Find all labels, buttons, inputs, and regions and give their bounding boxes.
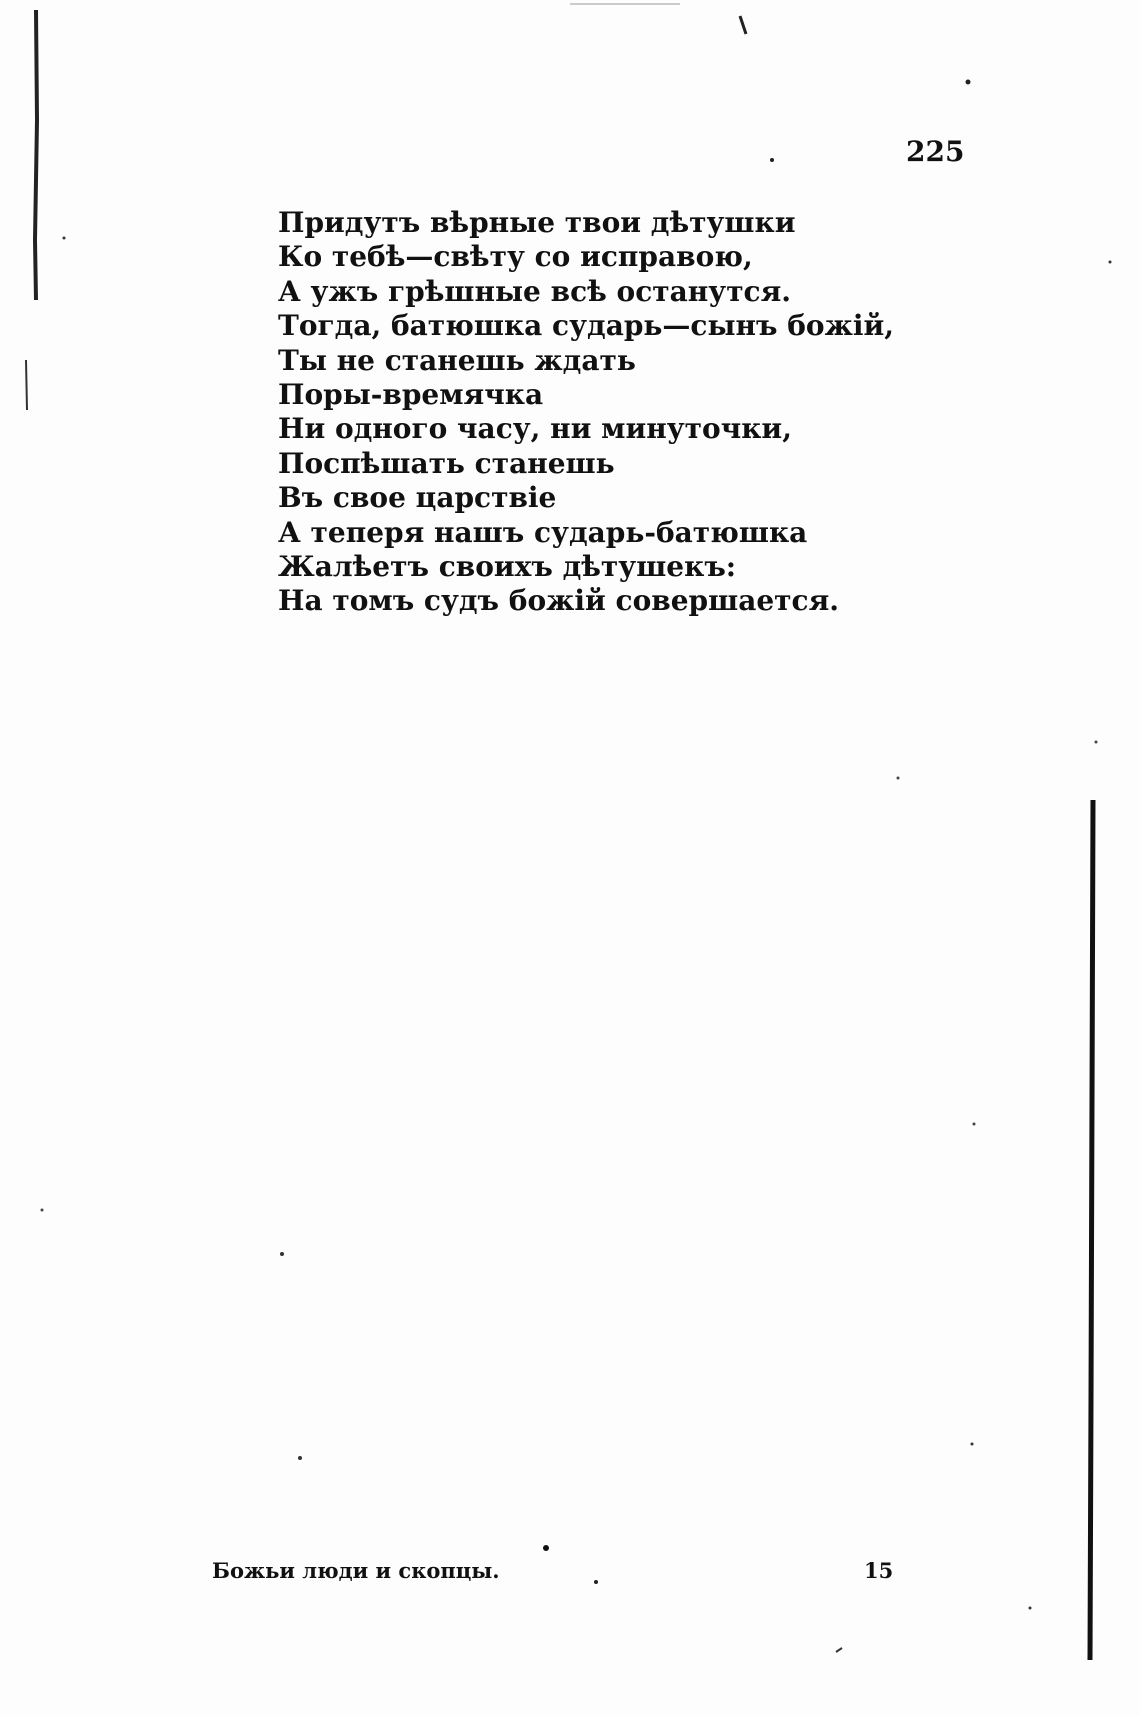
- left-binding-edge: [35, 10, 37, 300]
- poem-line: Ко тебѣ—свѣту со исправою,: [278, 240, 753, 274]
- speck: [971, 1443, 974, 1446]
- left-edge-mark: [26, 360, 27, 410]
- footer-sheet-number: 15: [864, 1558, 894, 1583]
- speck: [1109, 261, 1112, 264]
- speck: [973, 1123, 976, 1126]
- speck: [298, 1456, 302, 1460]
- poem-line: Придутъ вѣрные твои дѣтушки: [278, 206, 796, 239]
- poem-line: Ни одного часу, ни минуточки,: [278, 412, 792, 446]
- poem-line: Поры-времячка: [278, 378, 544, 412]
- top-speck-line: [740, 16, 746, 34]
- speck: [280, 1252, 284, 1256]
- poem-line: Тогда, батюшка сударь—сынъ божій,: [278, 309, 895, 343]
- right-binding-edge: [1090, 800, 1093, 1660]
- speck: [1029, 1607, 1032, 1610]
- speck: [63, 237, 66, 240]
- speck: [770, 158, 774, 162]
- poem-line: Въ свое царствіе: [278, 481, 557, 515]
- speck: [966, 80, 971, 85]
- poem-line: Ты не станешь ждать: [278, 343, 636, 377]
- poem-block: [278, 206, 918, 619]
- poem-line: Поспѣшать станешь: [278, 446, 615, 480]
- speck: [594, 1580, 598, 1584]
- speck: [543, 1545, 549, 1551]
- poem-line: На томъ судъ божій совершается.: [278, 584, 840, 618]
- page-number: 225: [906, 135, 965, 168]
- speck: [1095, 741, 1098, 744]
- footer-signature: Божьи люди и скопцы.: [212, 1558, 500, 1583]
- speck: [897, 777, 900, 780]
- speck: [41, 1209, 44, 1212]
- speck: [836, 1648, 842, 1652]
- poem-line: А теперя нашъ сударь-батюшка: [278, 515, 808, 549]
- poem-line: А ужъ грѣшные всѣ останутся.: [278, 274, 792, 308]
- poem-line: Жалѣетъ своихъ дѣтушекъ:: [278, 550, 737, 584]
